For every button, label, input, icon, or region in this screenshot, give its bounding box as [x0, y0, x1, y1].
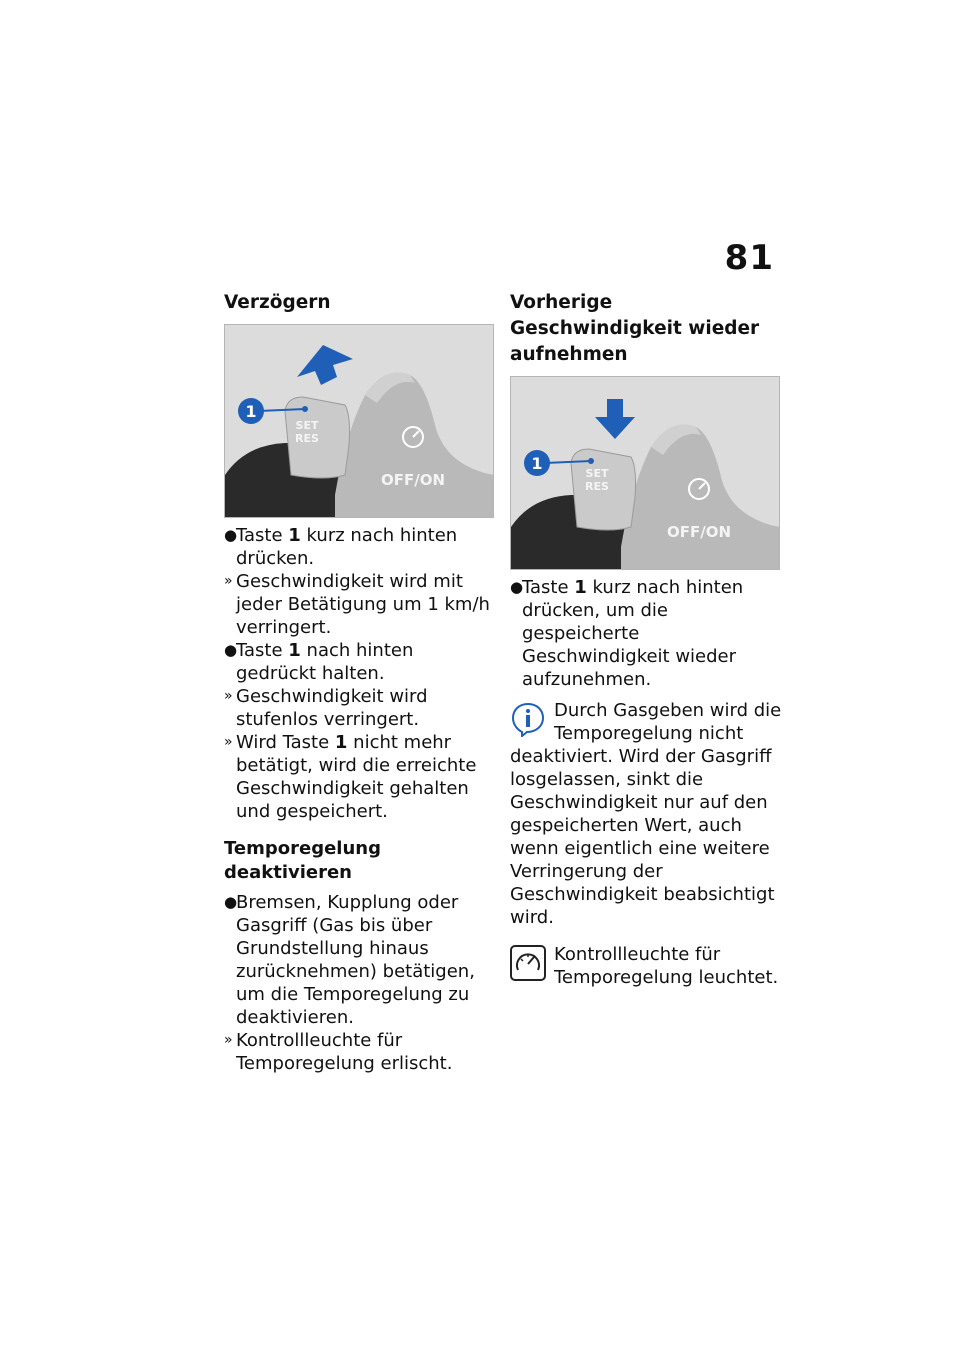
- page-number: 81: [724, 238, 774, 278]
- info-note-text: Durch Gasgeben wird die Temporegelung nicht deaktiviert. Wird der Gasgriff losgelassen, sinkt die Geschwindigkeit nur auf den gespeicherten Wert, auch wenn eigentlich eine weitere Verringerung der Geschwindigkeit beabsichtigt wird.: [510, 700, 782, 928]
- list-item: ● Taste 1 kurz nach hinten drücken.: [224, 525, 458, 569]
- figure-set-res-button-resume: [510, 376, 780, 570]
- offon-label: OFF/ON: [380, 471, 446, 489]
- figure-callout-1: 1: [531, 454, 543, 473]
- bullet-marker: ●: [510, 578, 524, 596]
- bullet-marker: ●: [224, 893, 238, 911]
- info-icon: [510, 701, 546, 737]
- res-label: RES: [585, 480, 609, 493]
- list-item: » Wird Taste 1 nicht mehr betätigt, wird die erreichte Geschwindigkeit gehalten und gespeichert.: [224, 732, 477, 822]
- heading-resume-speed: Vorherige Geschwindigkeit wieder aufnehmen: [510, 292, 760, 365]
- switch-illustration: [225, 325, 493, 517]
- cruise-control-lamp-icon: [510, 945, 546, 981]
- lamp-note-text: Kontrollleuchte für Temporegelung leuchtet.: [554, 944, 779, 988]
- result-marker: »: [224, 734, 233, 750]
- resume-steps: [510, 576, 782, 691]
- res-label: RES: [295, 432, 319, 445]
- list-item: ● Taste 1 kurz nach hinten drücken, um die gespeicherte Geschwindigkeit wieder aufzunehmen.: [510, 577, 744, 690]
- list-item: » Geschwindigkeit wird mit jeder Betätigung um 1 km/h verringert.: [224, 571, 490, 638]
- result-marker: »: [224, 573, 233, 589]
- figure-set-res-button-decelerate: [224, 324, 494, 518]
- figure-callout-1: 1: [245, 402, 257, 421]
- left-steps: [224, 524, 496, 823]
- list-item: » Geschwindigkeit wird stufenlos verringert.: [224, 686, 428, 730]
- result-marker: »: [224, 1032, 233, 1048]
- list-item: » Kontrollleuchte für Temporegelung erlischt.: [224, 1030, 453, 1074]
- left-column: [224, 286, 496, 1075]
- bullet-marker: ●: [224, 641, 238, 659]
- result-marker: »: [224, 688, 233, 704]
- set-label: SET: [585, 467, 609, 480]
- right-column: [510, 286, 782, 989]
- list-item: ● Bremsen, Kupplung oder Gasgriff (Gas bis über Grundstellung hinaus zurücknehmen) betätigen, um die Temporegelung zu deaktivieren.: [224, 892, 475, 1028]
- switch-illustration: [511, 377, 779, 569]
- lamp-note: [510, 943, 782, 989]
- heading-verzoegern: Verzögern: [224, 292, 331, 313]
- section-title-deactivate: Temporegelung deaktivieren: [224, 838, 381, 883]
- bullet-marker: ●: [224, 526, 238, 544]
- list-item: ● Taste 1 nach hinten gedrückt halten.: [224, 640, 414, 684]
- info-note: [510, 699, 782, 929]
- offon-label: OFF/ON: [666, 523, 732, 541]
- deactivate-steps: [224, 891, 496, 1075]
- set-label: SET: [295, 419, 319, 432]
